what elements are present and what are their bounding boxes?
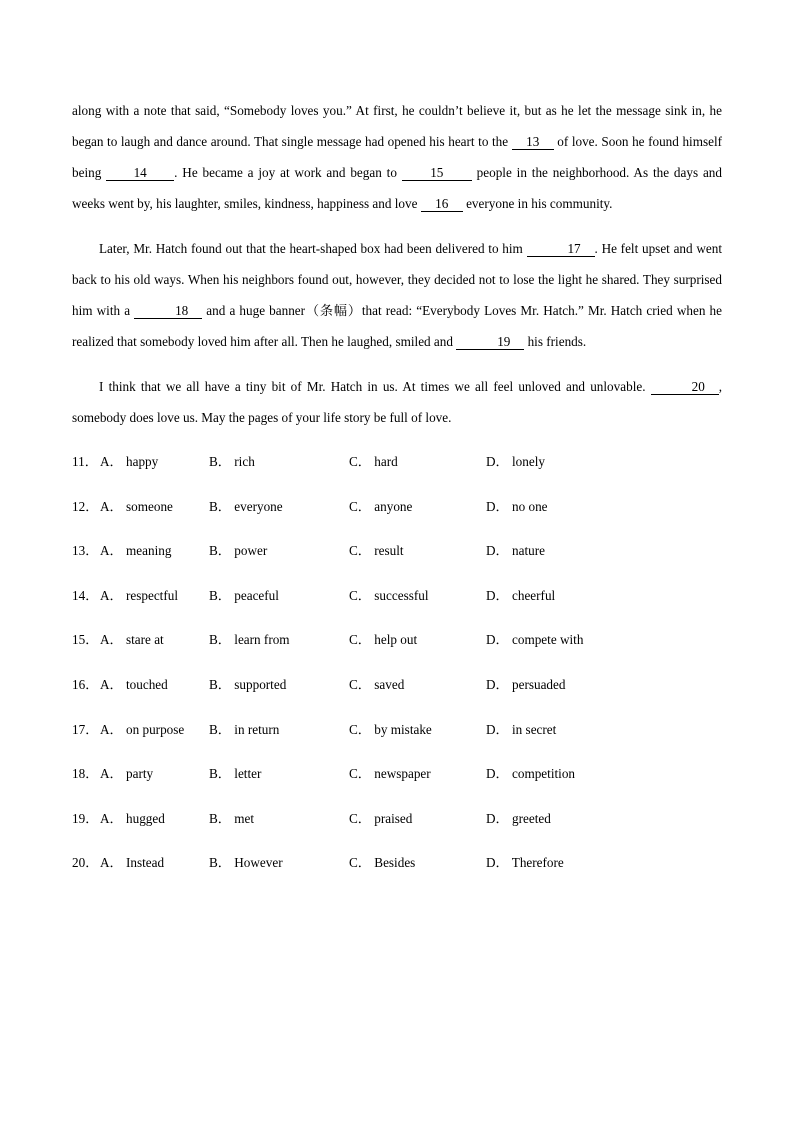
option-c: C． result: [349, 543, 404, 559]
question-number: 18．: [72, 766, 99, 782]
option-b: B． However: [209, 855, 283, 871]
question-number: 14．: [72, 587, 99, 603]
passage-paragraph-2: [72, 233, 722, 357]
passage-text: his friends.: [524, 334, 587, 349]
passage-text: and a huge banner（条幅）that read: “Everybody Loves Mr. Hatch.” Mr. Hatch cried when he realized that somebody loved him after all. Then he laughed, smiled and: [72, 303, 722, 349]
option-a: A． hugged: [100, 810, 165, 826]
option-a: A． Instead: [100, 855, 165, 871]
option-c: C． Besides: [349, 855, 416, 871]
option-a: A． someone: [100, 498, 173, 514]
option-a: A． happy: [100, 454, 159, 469]
option-d: D． cheerful: [486, 587, 556, 603]
question-row: [72, 765, 722, 810]
question-row: [72, 854, 722, 899]
question-row: [72, 587, 722, 632]
blank-13: 13: [512, 134, 554, 150]
option-c: C． praised: [349, 810, 413, 826]
passage-paragraph-1: [72, 95, 722, 219]
blank-20: 20: [651, 379, 719, 395]
question-row: [72, 453, 722, 498]
option-b: B． supported: [209, 676, 287, 692]
passage-text: . He felt upset and went back to his old ways. When his neighbors found out, however, they decided not to lose the light he shared. They surprised him with a: [72, 241, 722, 318]
option-a: A． respectful: [100, 587, 178, 603]
question-row: [72, 810, 722, 855]
blank-16: 16: [421, 196, 463, 212]
blank-14: 14: [106, 165, 174, 181]
question-row: [72, 721, 722, 766]
option-c: C． help out: [349, 632, 418, 648]
option-c: C． anyone: [349, 498, 413, 514]
question-number: 15．: [72, 632, 99, 648]
option-c: C． saved: [349, 676, 405, 692]
option-d: D． greeted: [486, 810, 551, 826]
option-d: D． no one: [486, 498, 548, 514]
passage-text: , somebody does love us. May the pages of your life story be full of love.: [72, 379, 722, 425]
option-d: D． competition: [486, 766, 576, 782]
option-b: B． everyone: [209, 498, 283, 514]
option-d: D． compete with: [486, 632, 584, 648]
question-row: [72, 542, 722, 587]
option-a: A． touched: [100, 676, 168, 692]
passage-text: everyone in his community.: [462, 196, 613, 211]
passage-text: I think that we all have a tiny bit of Mr. Hatch in us. At times we all feel unloved and unlovable.: [99, 379, 651, 394]
option-c: C． newspaper: [349, 766, 431, 782]
option-d: D． persuaded: [486, 676, 566, 692]
blank-18: 18: [134, 303, 202, 319]
question-number: 13．: [72, 543, 99, 559]
passage-text: of love. Soon he found himself being: [72, 134, 722, 180]
question-number: 20．: [72, 855, 99, 871]
option-c: C． by mistake: [349, 721, 432, 737]
option-d: D． Therefore: [486, 855, 564, 871]
option-b: B． in return: [209, 721, 280, 737]
blank-17: 17: [527, 241, 595, 257]
option-d: D． lonely: [486, 454, 545, 469]
option-b: B． learn from: [209, 632, 290, 648]
question-number: 11．: [72, 454, 98, 469]
passage-text: along with a note that said, “Somebody loves you.” At first, he couldn’t believe it, but as he let the message sink in, he began to laugh and dance around. That single message had opened his heart to the: [72, 103, 722, 149]
option-c: C． hard: [349, 454, 398, 469]
question-number: 12．: [72, 498, 99, 514]
option-b: B． met: [209, 810, 255, 826]
passage-text: Later, Mr. Hatch found out that the heart-shaped box had been delivered to him: [99, 241, 527, 256]
question-number: 17．: [72, 721, 99, 737]
option-a: A． party: [100, 766, 154, 782]
option-b: B． peaceful: [209, 587, 279, 603]
blank-19: 19: [456, 334, 524, 350]
option-b: B． rich: [209, 454, 255, 469]
option-a: A． meaning: [100, 543, 172, 559]
question-number: 16．: [72, 676, 99, 692]
option-a: A． on purpose: [100, 721, 185, 737]
option-d: D． in secret: [486, 721, 557, 737]
option-c: C． successful: [349, 587, 429, 603]
blank-15: 15: [402, 165, 472, 181]
question-row: [72, 631, 722, 676]
passage-text: people in the neighborhood. As the days and weeks went by, his laughter, smiles, kindness, happiness and love: [72, 165, 722, 211]
passage-text: . He became a joy at work and began to: [174, 165, 402, 180]
option-a: A． stare at: [100, 632, 164, 648]
question-row: [72, 676, 722, 721]
document-page: [72, 95, 722, 899]
question-row: [72, 498, 722, 543]
passage-paragraph-3: [72, 371, 722, 433]
question-number: 19．: [72, 810, 99, 826]
question-list: [72, 453, 722, 899]
option-b: B． power: [209, 543, 268, 559]
option-d: D． nature: [486, 543, 545, 559]
option-b: B． letter: [209, 766, 262, 782]
